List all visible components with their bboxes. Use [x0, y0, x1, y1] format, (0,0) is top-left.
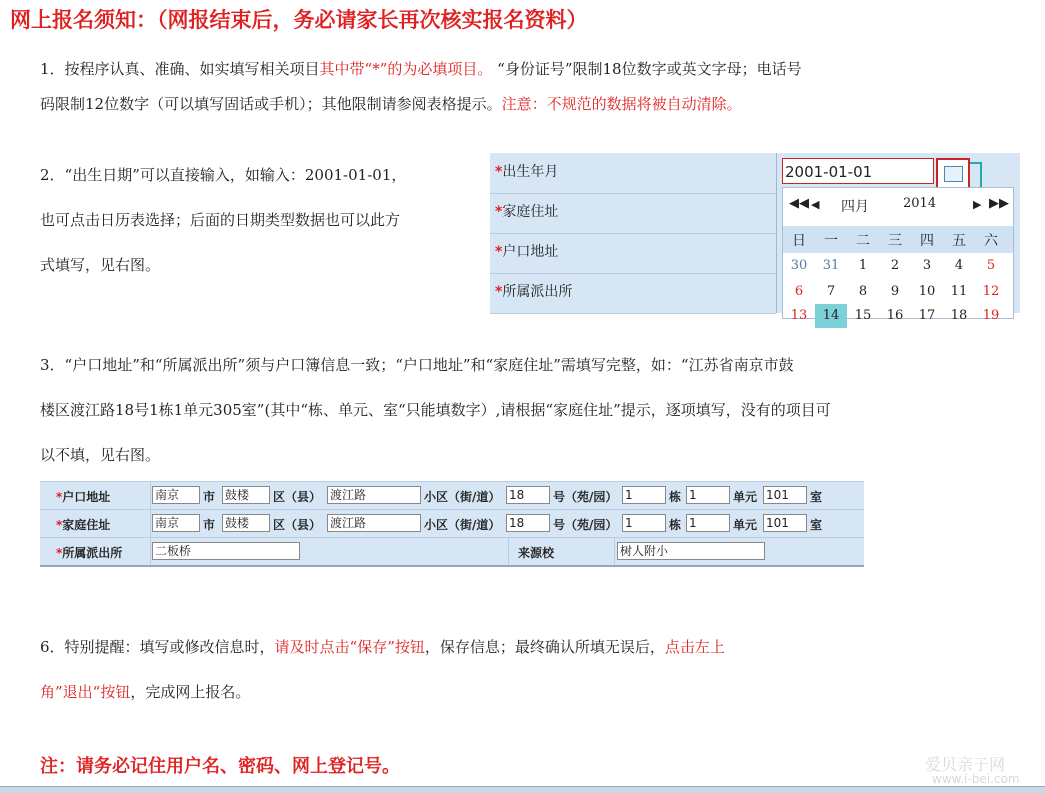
- calendar-day[interactable]: 18: [950, 308, 968, 323]
- city-input[interactable]: 南京: [152, 514, 200, 532]
- calendar-popup: [782, 187, 1014, 323]
- remember-credentials-note: 注：请务必记住用户名、密码、网上登记号。: [40, 756, 400, 777]
- house-number-suffix: 号（苑/园）: [553, 518, 618, 532]
- logout-reminder-2: 角”退出“按钮: [40, 683, 131, 701]
- household-address-label: *户口地址: [56, 490, 111, 504]
- cell-divider: [508, 538, 509, 565]
- room-suffix: 室: [810, 490, 823, 504]
- calendar-day[interactable]: 5: [986, 258, 996, 273]
- form-labels-column: [490, 153, 776, 313]
- calendar-day[interactable]: 15: [854, 308, 872, 323]
- district-suffix: 区（县）: [273, 490, 322, 504]
- watermark-name: 爱贝亲子网: [925, 755, 1006, 774]
- calendar-day[interactable]: 13: [790, 308, 808, 323]
- household-address-row: [40, 482, 864, 510]
- room-input[interactable]: 101: [763, 514, 807, 532]
- calendar-day[interactable]: 12: [982, 284, 1000, 299]
- city-suffix: 市: [203, 490, 216, 504]
- page-title: 网上报名须知：（网报结束后，务必请家长再次核实报名资料）: [10, 8, 588, 32]
- prev-month-icon[interactable]: ◀: [811, 198, 820, 211]
- calendar-day[interactable]: 16: [886, 308, 904, 323]
- weekday-header: [783, 226, 1013, 253]
- calendar-day[interactable]: 10: [918, 284, 936, 299]
- city-suffix: 市: [203, 518, 216, 532]
- id-limit-text: “身份证号”限制18位数字或英文字母；电话号: [492, 60, 802, 78]
- unit-suffix: 单元: [733, 490, 758, 504]
- warning-text: 注意：不规范的数据将被自动清除。: [501, 95, 742, 113]
- room-input[interactable]: 101: [763, 486, 807, 504]
- weekday-tue: 二: [856, 233, 870, 249]
- calendar-year[interactable]: 2014: [903, 196, 937, 211]
- required-note: 其中带“*”的为必填项目。: [319, 60, 493, 78]
- calendar-month: 四月: [841, 199, 869, 215]
- district-input[interactable]: 鼓楼: [222, 486, 270, 504]
- instruction-3-line1: 3．“户口地址”和“所属派出所”须与户口簿信息一致；“户口地址”和“家庭住址”需填写完整，如：“江苏省南京市鼓: [40, 356, 794, 374]
- logout-reminder: 点击左上: [664, 638, 725, 656]
- instruction-6-line2: [40, 675, 250, 710]
- cell-divider: [614, 538, 615, 565]
- instruction-3-line2: 楼区渡江路18号1栋1单元305室”(其中“栋、单元、室“只能填数字）,请根据“家庭住址”提示，逐项填写，没有的项目可: [40, 401, 831, 419]
- date-picker-example: [490, 153, 1020, 323]
- building-suffix: 栋: [669, 490, 682, 504]
- address-form-example: [40, 481, 864, 567]
- home-address-row: [40, 510, 864, 538]
- unit-suffix: 单元: [733, 518, 758, 532]
- calendar-day[interactable]: 9: [890, 284, 900, 299]
- building-suffix: 栋: [669, 518, 682, 532]
- label-police-station: *所属派出所: [490, 273, 776, 314]
- instruction-3-line3: 以不填，见右图。: [40, 446, 161, 464]
- calendar-day[interactable]: 3: [922, 258, 932, 273]
- street-suffix: 小区（街/道）: [424, 518, 501, 532]
- room-suffix: 室: [810, 518, 823, 532]
- police-school-row: [40, 538, 864, 565]
- street-suffix: 小区（街/道）: [424, 490, 501, 504]
- instruction-6-line1: [40, 630, 725, 665]
- weekday-mon: 一: [824, 233, 838, 249]
- home-address-label: *家庭住址: [56, 518, 111, 532]
- weekday-sat: 六: [984, 233, 998, 249]
- street-input[interactable]: 渡江路: [327, 514, 421, 532]
- birth-date-input[interactable]: 2001-01-01: [782, 158, 934, 184]
- label-household-address: *户口地址: [490, 233, 776, 274]
- calendar-icon[interactable]: [936, 158, 970, 190]
- police-station-label: *所属派出所: [56, 546, 123, 560]
- calendar-day[interactable]: 11: [950, 284, 968, 299]
- police-station-input[interactable]: 二板桥: [152, 542, 300, 560]
- instruction-2-line3: 式填写，见右图。: [40, 256, 161, 274]
- weekday-wed: 三: [888, 233, 902, 249]
- instruction-6-text-2: ，保存信息；最终确认所填无误后，: [424, 638, 665, 656]
- calendar-day[interactable]: 17: [918, 308, 936, 323]
- calendar-day[interactable]: 7: [826, 284, 836, 299]
- label-home-address: *家庭住址: [490, 193, 776, 234]
- source-school-input[interactable]: 树人附小: [617, 542, 765, 560]
- calendar-nav: [783, 188, 1013, 226]
- instruction-1-text: 1．按程序认真、准确、如实填写相关项目: [40, 60, 320, 78]
- instruction-1-line1: [40, 52, 802, 87]
- instruction-2-line2: 也可点击日历表选择；后面的日期类型数据也可以此方: [40, 211, 401, 229]
- calendar-day[interactable]: 4: [954, 258, 964, 273]
- unit-input[interactable]: 1: [686, 486, 730, 504]
- city-input[interactable]: 南京: [152, 486, 200, 504]
- house-number-input[interactable]: 18: [506, 514, 550, 532]
- calendar-day[interactable]: 31: [822, 258, 840, 273]
- calendar-day[interactable]: 6: [794, 284, 804, 299]
- next-month-icon[interactable]: ▶: [973, 198, 982, 211]
- next-year-icon[interactable]: ▶▶: [989, 196, 1009, 211]
- house-number-suffix: 号（苑/园）: [553, 490, 618, 504]
- taskbar: [0, 786, 1045, 793]
- weekday-thu: 四: [920, 233, 934, 249]
- calendar-day-selected[interactable]: 14: [815, 304, 847, 328]
- house-number-input[interactable]: 18: [506, 486, 550, 504]
- unit-input[interactable]: 1: [686, 514, 730, 532]
- calendar-day[interactable]: 2: [890, 258, 900, 273]
- label-birth-date: *出生年月: [490, 153, 776, 194]
- phone-limit-text: 码限制12位数字（可以填写固话或手机）；其他限制请参阅表格提示。: [40, 95, 502, 113]
- instruction-2-line1: 2．“出生日期”可以直接输入，如输入：2001-01-01，: [40, 166, 407, 184]
- instruction-1-line2: [40, 87, 742, 122]
- weekday-sun: 日: [792, 233, 806, 249]
- calendar-day[interactable]: 8: [858, 284, 868, 299]
- instruction-6-text: 6．特别提醒：填写或修改信息时，: [40, 638, 275, 656]
- prev-year-icon[interactable]: ◀◀: [789, 196, 809, 211]
- source-school-label: 来源校: [518, 546, 555, 560]
- street-input[interactable]: 渡江路: [327, 486, 421, 504]
- calendar-day[interactable]: 30: [790, 258, 808, 273]
- watermark-url: www.i-bei.com: [932, 772, 1020, 786]
- district-input[interactable]: 鼓楼: [222, 514, 270, 532]
- calendar-day[interactable]: 1: [858, 258, 868, 273]
- calendar-day[interactable]: 19: [982, 308, 1000, 323]
- building-input[interactable]: 1: [622, 514, 666, 532]
- instruction-6-end: ，完成网上报名。: [130, 683, 251, 701]
- weekday-fri: 五: [952, 233, 966, 249]
- save-reminder: 请及时点击“保存”按钮: [274, 638, 425, 656]
- district-suffix: 区（县）: [273, 518, 322, 532]
- building-input[interactable]: 1: [622, 486, 666, 504]
